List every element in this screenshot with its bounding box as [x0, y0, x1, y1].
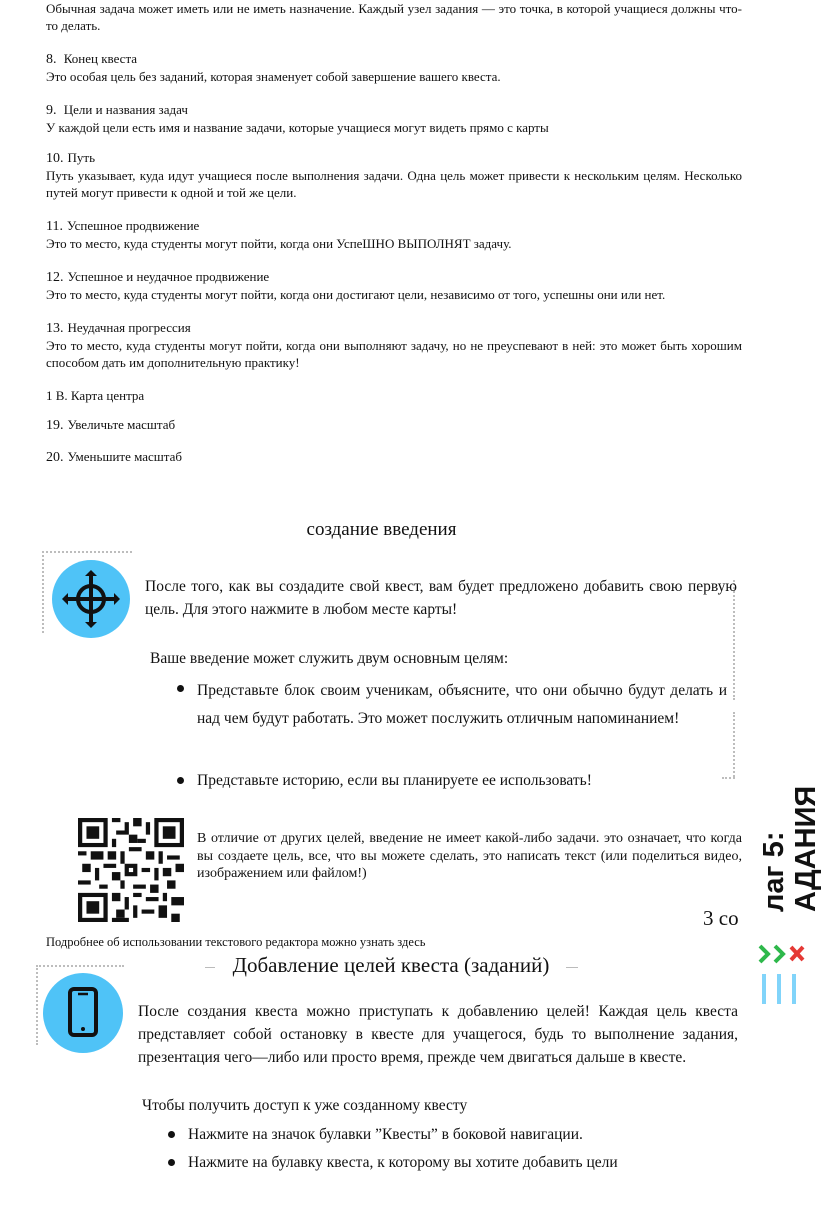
goals-bullet-2: Нажмите на булавку квеста, к которому вы хотите добавить цели — [188, 1151, 748, 1174]
item-text: Это то место, куда студенты могут пойти, когда они УспеШНО ВЫПОЛНЯТ задачу. — [46, 236, 512, 251]
item-number: 10. — [46, 151, 64, 166]
item-number: 20. — [46, 450, 64, 465]
goals-frame-top — [36, 965, 124, 967]
frame-right-lower — [733, 712, 735, 777]
frame-top — [42, 551, 132, 553]
item-title: Путь — [67, 150, 95, 165]
map-center-item: 1 В. Карта центра — [46, 388, 145, 403]
item-title: Увеличьте масштаб — [67, 417, 176, 432]
item-text: Путь указывает, куда идут учащиеся после выполнения задачи. Одна цель может привести к нескольким целям. Несколько путей могут привести к одной и той же цели. — [46, 168, 742, 200]
access-heading: Чтобы получить доступ к уже созданному квесту — [142, 1097, 468, 1114]
intro-lead: После того, как вы создадите свой квест, вам будет предложено добавить свою первую цель. Для этого нажмите в любом месте карты! — [145, 578, 737, 618]
section-title-intro: создание введения — [306, 519, 457, 540]
item-title: Успешное продвижение — [66, 218, 200, 233]
item-number: 9. — [46, 103, 57, 118]
item-text: Это то место, куда студенты могут пойти, когда они выполняют задачу, но не преуспевают в ней: это может быть хорошим способом дать им дополнительную практику! — [46, 338, 742, 370]
item-9 — [46, 101, 742, 136]
item-title: Уменьшите масштаб — [67, 449, 183, 464]
item-number: 19. — [46, 418, 64, 433]
chapter-label — [758, 786, 822, 912]
intro-paragraph: Обычная задача может иметь или не иметь назначение. Каждый узел задания — это точка, в которой учащиеся должны что-то делать. — [46, 1, 742, 33]
intro-bullet-1: Представьте блок своим ученикам, объясните, что они обычно будут делать и над чем будут работать. Это может послужить отличным напоминанием! — [197, 677, 727, 733]
item-text: У каждой цели есть имя и название задачи, которые учащиеся могут видеть прямо с карты — [46, 120, 549, 135]
item-title: Конец квеста — [63, 51, 138, 66]
item-text: Это особая цель без заданий, которая знаменует собой завершение вашего квеста. — [46, 69, 501, 84]
text-editor-link[interactable]: Подробнее об использовании текстового редактора можно узнать здесь — [46, 935, 426, 949]
item-10 — [46, 149, 742, 201]
chapter-line-1: лаг 5: — [758, 831, 790, 912]
item-12 — [46, 268, 742, 303]
goals-bullet-1: Нажмите на значок булавки ”Квесты” в боковой навигации. — [188, 1123, 748, 1146]
item-title: Неудачная прогрессия — [67, 320, 191, 335]
goals-lead: После создания квеста можно приступать к добавлению целей! Каждая цель квеста представляет собой остановку в квесте для учащегося, будь то выполнение задания, презентация чего—либо или просто время, прежде чем двигаться дальше в квесте. — [138, 1003, 738, 1066]
item-number: 13. — [46, 321, 64, 336]
zoom-in-item — [46, 416, 175, 434]
item-8 — [46, 50, 742, 85]
item-text: Это то место, куда студенты могут пойти, когда они достигают цели, независимо от того, успешны они или нет. — [46, 287, 666, 302]
intro-note: В отличие от других целей, введение не имеет какой-либо задачи. это означает, что когда вы создаете цель, все, что вы можете сделать, это написать текст (или поделиться видео, изображением или файлом!) — [197, 831, 742, 881]
smartphone-icon — [43, 973, 123, 1053]
cut-off-heading-fragment: 3 со — [703, 906, 739, 930]
item-title: Цели и названия задач — [63, 102, 188, 117]
item-13 — [46, 319, 742, 371]
item-number: 11. — [46, 219, 63, 234]
item-number: 12. — [46, 270, 64, 285]
crosshair-icon — [52, 560, 130, 638]
item-number: 8. — [46, 52, 57, 67]
purposes-heading: Ваше введение может служить двум основным целям: — [150, 650, 509, 667]
frame-left — [42, 551, 44, 633]
intro-bullet-2: Представьте историю, если вы планируете ее использовать! — [197, 769, 727, 792]
qr-code — [78, 818, 184, 922]
chapter-line-2: АДАНИЯ — [790, 785, 822, 912]
section-title-goals: Добавление целей квеста (заданий) — [232, 953, 550, 977]
item-11 — [46, 217, 742, 252]
item-title: Успешное и неудачное продвижение — [67, 269, 270, 284]
goals-frame-left — [36, 965, 38, 1045]
zoom-out-item — [46, 448, 182, 466]
